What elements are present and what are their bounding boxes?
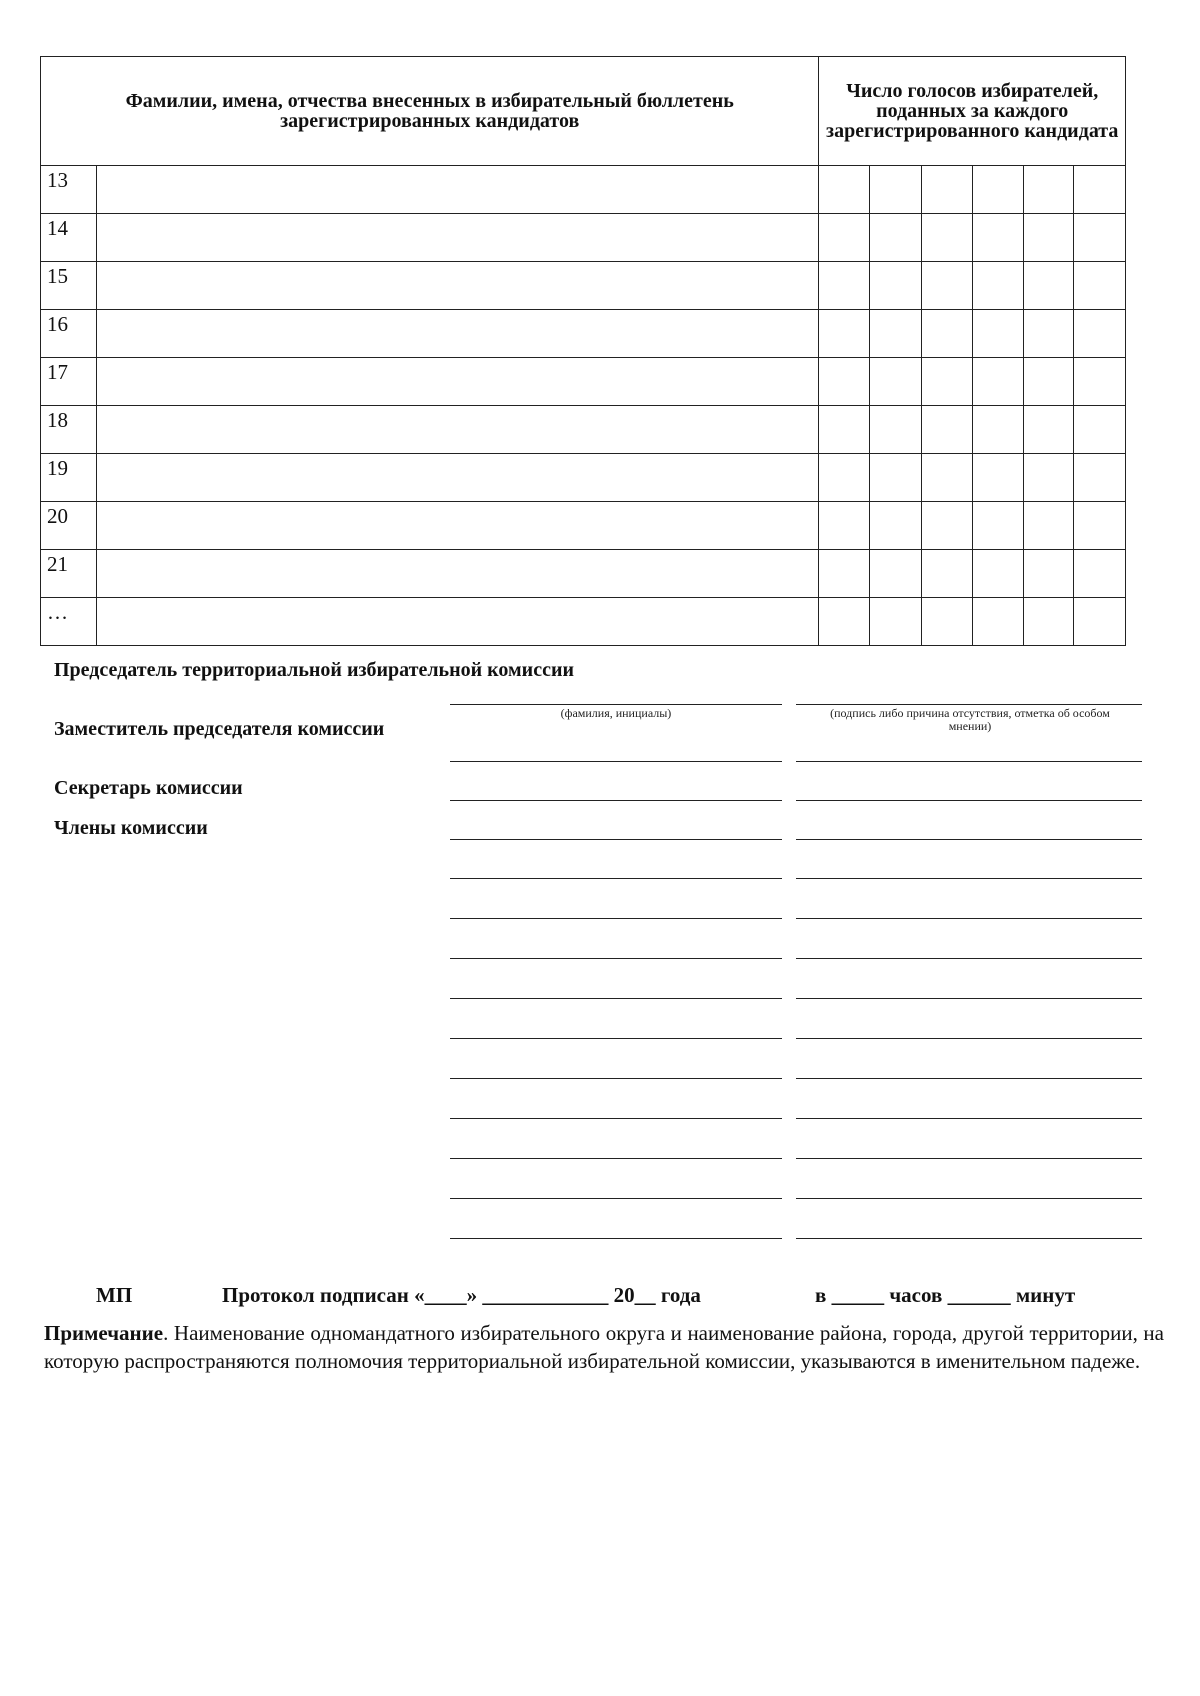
candidate-name-cell[interactable] (97, 214, 819, 262)
table-row (41, 214, 1126, 262)
vote-digit-cell[interactable] (1074, 358, 1126, 406)
candidate-name-cell[interactable] (97, 454, 819, 502)
vote-digit-cell[interactable] (819, 598, 869, 646)
row-number: … (41, 598, 97, 646)
signature-line[interactable] (796, 1078, 1142, 1079)
name-signature-line[interactable] (450, 1238, 782, 1239)
vote-digit-cell[interactable] (1074, 502, 1126, 550)
table-row (41, 550, 1126, 598)
signature-line[interactable] (796, 704, 1142, 705)
signature-line[interactable] (796, 958, 1142, 959)
vote-digit-cell[interactable] (1074, 166, 1126, 214)
vote-digit-cell[interactable] (819, 166, 869, 214)
table-row (41, 502, 1126, 550)
table-row (41, 406, 1126, 454)
vote-digit-cell[interactable] (972, 310, 1023, 358)
caption-signature: (подпись либо причина отсутствия, отметка об особом мнении) (830, 706, 1110, 733)
name-signature-line[interactable] (450, 1158, 782, 1159)
vote-digit-cell[interactable] (922, 598, 972, 646)
vote-digit-cell[interactable] (869, 454, 921, 502)
vote-digit-cell[interactable] (972, 166, 1023, 214)
vote-digit-cell[interactable] (819, 358, 869, 406)
vote-digit-cell[interactable] (869, 262, 921, 310)
vote-digit-cell[interactable] (1074, 214, 1126, 262)
vote-digit-cell[interactable] (819, 310, 869, 358)
name-signature-line[interactable] (450, 1118, 782, 1119)
vote-digit-cell[interactable] (972, 262, 1023, 310)
vote-digit-cell[interactable] (1024, 502, 1074, 550)
vote-digit-cell[interactable] (1074, 310, 1126, 358)
vote-digit-cell[interactable] (922, 550, 972, 598)
vote-digit-cell[interactable] (1024, 262, 1074, 310)
vote-digit-cell[interactable] (819, 406, 869, 454)
row-number: 17 (41, 358, 97, 406)
header-votes-count: Число голосов избирателей, поданных за каждого зарегистрированного кандидата (819, 57, 1126, 166)
vote-digit-cell[interactable] (1024, 214, 1074, 262)
vote-digit-cell[interactable] (922, 406, 972, 454)
row-number: 21 (41, 550, 97, 598)
table-row (41, 310, 1126, 358)
vote-digit-cell[interactable] (819, 550, 869, 598)
name-signature-line[interactable] (450, 1198, 782, 1199)
signature-line[interactable] (796, 1238, 1142, 1239)
row-number: 19 (41, 454, 97, 502)
vote-digit-cell[interactable] (819, 214, 869, 262)
table-row (41, 598, 1126, 646)
name-signature-line[interactable] (450, 761, 782, 762)
vote-digit-cell[interactable] (972, 598, 1023, 646)
candidate-name-cell[interactable] (97, 166, 819, 214)
row-number: 16 (41, 310, 97, 358)
candidate-name-cell[interactable] (97, 550, 819, 598)
vote-digit-cell[interactable] (922, 358, 972, 406)
vote-digit-cell[interactable] (1024, 166, 1074, 214)
vote-digit-cell[interactable] (819, 454, 869, 502)
protocol-signed-date: Протокол подписан «____» ____________ 20__ года (222, 1283, 701, 1307)
deputy-label: Заместитель председателя комиссии (54, 718, 385, 740)
name-signature-line[interactable] (450, 998, 782, 999)
vote-digit-cell[interactable] (922, 214, 972, 262)
name-signature-line[interactable] (450, 878, 782, 879)
table-row (41, 262, 1126, 310)
note-text: . Наименование одномандатного избирательного округа и наименование района, города, другой территории, на которую распространяются полномочия территориальной избирательной комиссии, указываются в именительном падеже. (44, 1321, 1164, 1373)
signature-line[interactable] (796, 761, 1142, 762)
name-signature-line[interactable] (450, 704, 782, 705)
vote-digit-cell[interactable] (972, 550, 1023, 598)
signature-line[interactable] (796, 1198, 1142, 1199)
vote-digit-cell[interactable] (869, 598, 921, 646)
signature-line[interactable] (796, 878, 1142, 879)
vote-digit-cell[interactable] (869, 166, 921, 214)
vote-digit-cell[interactable] (972, 502, 1023, 550)
vote-digit-cell[interactable] (869, 502, 921, 550)
vote-digit-cell[interactable] (1074, 262, 1126, 310)
signature-line[interactable] (796, 1158, 1142, 1159)
signature-line[interactable] (796, 918, 1142, 919)
vote-digit-cell[interactable] (1024, 454, 1074, 502)
candidates-table (40, 56, 1126, 646)
table-row (41, 166, 1126, 214)
vote-digit-cell[interactable] (922, 262, 972, 310)
vote-digit-cell[interactable] (922, 310, 972, 358)
signature-line[interactable] (796, 800, 1142, 801)
signature-line[interactable] (796, 1038, 1142, 1039)
chair-label: Председатель территориальной избирательной комиссии (54, 659, 574, 681)
row-number: 18 (41, 406, 97, 454)
vote-digit-cell[interactable] (1074, 454, 1126, 502)
vote-digit-cell[interactable] (972, 214, 1023, 262)
vote-digit-cell[interactable] (1024, 310, 1074, 358)
name-signature-line[interactable] (450, 958, 782, 959)
vote-digit-cell[interactable] (972, 406, 1023, 454)
note-title: Примечание (44, 1321, 164, 1345)
vote-digit-cell[interactable] (972, 358, 1023, 406)
candidate-name-cell[interactable] (97, 502, 819, 550)
vote-digit-cell[interactable] (869, 310, 921, 358)
vote-digit-cell[interactable] (1074, 598, 1126, 646)
vote-digit-cell[interactable] (922, 454, 972, 502)
candidate-name-cell[interactable] (97, 406, 819, 454)
table-row (41, 358, 1126, 406)
note-paragraph (44, 1319, 1164, 1375)
vote-digit-cell[interactable] (819, 262, 869, 310)
candidate-name-cell[interactable] (97, 598, 819, 646)
signature-line[interactable] (796, 1118, 1142, 1119)
candidate-name-cell[interactable] (97, 262, 819, 310)
vote-digit-cell[interactable] (869, 550, 921, 598)
row-number: 13 (41, 166, 97, 214)
name-signature-line[interactable] (450, 918, 782, 919)
candidate-name-cell[interactable] (97, 358, 819, 406)
name-signature-line[interactable] (450, 839, 782, 840)
vote-digit-cell[interactable] (1074, 406, 1126, 454)
signature-line[interactable] (796, 839, 1142, 840)
name-signature-line[interactable] (450, 1078, 782, 1079)
vote-digit-cell[interactable] (1074, 550, 1126, 598)
vote-digit-cell[interactable] (1024, 358, 1074, 406)
vote-digit-cell[interactable] (1024, 406, 1074, 454)
vote-digit-cell[interactable] (1024, 550, 1074, 598)
vote-digit-cell[interactable] (972, 454, 1023, 502)
vote-digit-cell[interactable] (819, 502, 869, 550)
candidate-name-cell[interactable] (97, 310, 819, 358)
vote-digit-cell[interactable] (869, 358, 921, 406)
name-signature-line[interactable] (450, 1038, 782, 1039)
vote-digit-cell[interactable] (869, 214, 921, 262)
vote-digit-cell[interactable] (869, 406, 921, 454)
name-signature-line[interactable] (450, 800, 782, 801)
vote-digit-cell[interactable] (922, 166, 972, 214)
secretary-label: Секретарь комиссии (54, 777, 243, 799)
members-label: Члены комиссии (54, 817, 208, 839)
vote-digit-cell[interactable] (922, 502, 972, 550)
header-candidate-names: Фамилии, имена, отчества внесенных в избирательный бюллетень зарегистрированных кандидатов (41, 57, 819, 166)
signature-line[interactable] (796, 998, 1142, 999)
row-number: 20 (41, 502, 97, 550)
protocol-signed-time: в _____ часов ______ минут (815, 1283, 1076, 1307)
row-number: 14 (41, 214, 97, 262)
table-row (41, 454, 1126, 502)
stamp-mark: МП (96, 1283, 133, 1307)
row-number: 15 (41, 262, 97, 310)
vote-digit-cell[interactable] (1024, 598, 1074, 646)
caption-name-initials: (фамилия, инициалы) (560, 706, 672, 720)
